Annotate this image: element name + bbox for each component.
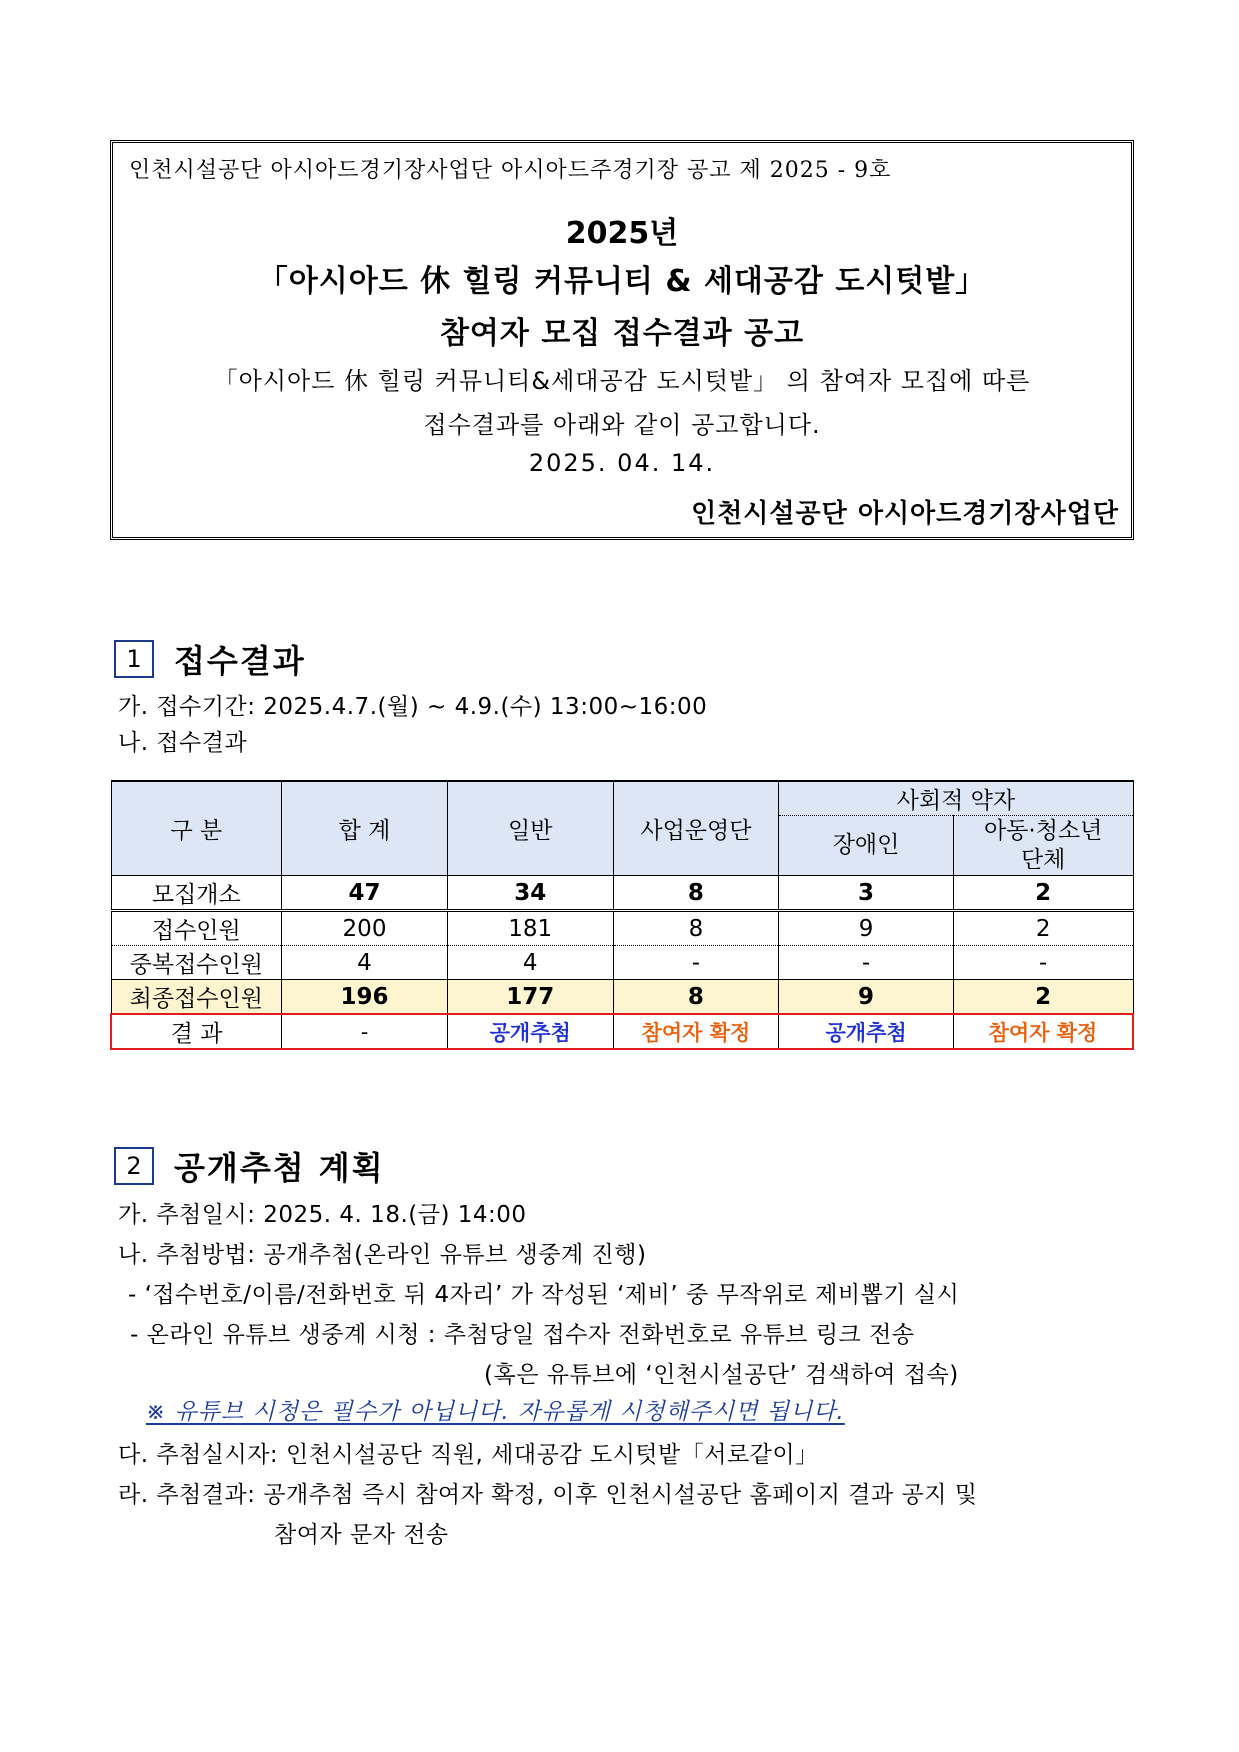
table-row: [111, 911, 1133, 946]
section2-item-d: 라. 추첨결과: 공개추첨 즉시 참여자 확정, 이후 인천시설공단 홈페이지 결과 공지 및: [118, 1482, 978, 1508]
section2-item-b: 나. 추첨방법: 공개추첨(온라인 유튜브 생중계 진행): [118, 1242, 647, 1268]
cell-business: 참여자 확정: [613, 1014, 779, 1049]
cell-disabled: 9: [779, 980, 954, 1015]
header-total: 합 계: [282, 781, 448, 876]
cell-total: 200: [282, 911, 448, 946]
header-disabled: 장애인: [779, 816, 954, 876]
cell-business: -: [613, 946, 779, 980]
table-row: [111, 876, 1133, 911]
row-label: 접수인원: [111, 911, 282, 946]
cell-youth: 참여자 확정: [953, 1014, 1133, 1049]
cell-disabled: 공개추첨: [779, 1014, 954, 1049]
table-header-row: [111, 781, 1133, 816]
cell-total: 47: [282, 876, 448, 911]
cell-general: 34: [447, 876, 613, 911]
cell-business: 8: [613, 911, 779, 946]
section2-sub1: - ‘접수번호/이름/전화번호 뒤 4자리’ 가 작성된 ‘제비’ 중 무작위로 제비뽑기 실시: [128, 1282, 960, 1308]
cell-business: 8: [613, 876, 779, 911]
section2-title: 공개추첨 계획: [174, 1149, 385, 1187]
header-youth: [953, 816, 1133, 876]
section2-item-c: 다. 추첨실시자: 인천시설공단 직원, 세대공감 도시텃밭「서로같이」: [118, 1442, 819, 1468]
cell-youth: 2: [953, 980, 1133, 1015]
notice-box: [110, 140, 1134, 540]
header-vulnerable-group: 사회적 약자: [779, 781, 1133, 816]
notice-issuer: 인천시설공단 아시아드경기장사업단: [691, 499, 1119, 529]
table-row: [111, 980, 1133, 1015]
notice-number: 인천시설공단 아시아드경기장사업단 아시아드주경기장 공고 제 2025 - 9호: [129, 158, 892, 183]
cell-youth: -: [953, 946, 1133, 980]
cell-disabled: -: [779, 946, 954, 980]
header-category: 구 분: [111, 781, 282, 876]
title-program: 「아시아드 休 힐링 커뮤니티 & 세대공감 도시텃밭」: [257, 264, 987, 299]
header-business: 사업운영단: [613, 781, 779, 876]
row-label: 최종접수인원: [111, 980, 282, 1015]
section1-item-a: 가. 접수기간: 2025.4.7.(월) ~ 4.9.(수) 13:00~16:00: [118, 694, 708, 720]
title-main: 참여자 모집 접수결과 공고: [439, 316, 805, 351]
cell-youth: 2: [953, 911, 1133, 946]
row-label: 중복접수인원: [111, 946, 282, 980]
cell-total: 196: [282, 980, 448, 1015]
table-row-result: [111, 1014, 1133, 1049]
section1-item-b: 나. 접수결과: [118, 730, 248, 756]
table-row: [111, 946, 1133, 980]
cell-total: 4: [282, 946, 448, 980]
cell-general: 181: [447, 911, 613, 946]
header-youth-line2: 단체: [1020, 846, 1066, 873]
cell-general: 공개추첨: [447, 1014, 613, 1049]
cell-business: 8: [613, 980, 779, 1015]
section2-item-a: 가. 추첨일시: 2025. 4. 18.(금) 14:00: [118, 1202, 527, 1228]
notice-date: 2025. 04. 14.: [528, 449, 716, 477]
cell-total: -: [282, 1014, 448, 1049]
section2-heading: [114, 1143, 385, 1189]
section1-number: 1: [114, 640, 154, 678]
cell-general: 177: [447, 980, 613, 1015]
section2-item-d-cont: 참여자 문자 전송: [274, 1522, 449, 1548]
results-table: [110, 780, 1134, 1050]
cell-youth: 2: [953, 876, 1133, 911]
youtube-note: ※ 유튜브 시청은 필수가 아닙니다. 자유롭게 시청해주시면 됩니다.: [146, 1399, 845, 1425]
section2-sub2: - 온라인 유튜브 생중계 시청 : 추첨당일 접수자 전화번호로 유튜브 링크 전송: [130, 1322, 915, 1348]
notice-body-line2: 접수결과를 아래와 같이 공고합니다.: [423, 411, 821, 439]
notice-body-line1: 「아시아드 休 힐링 커뮤니티&세대공감 도시텃밭」 의 참여자 모집에 따른: [213, 367, 1031, 395]
row-label: 결 과: [111, 1014, 282, 1049]
section1-title: 접수결과: [174, 642, 306, 680]
section1-heading: [114, 636, 306, 682]
cell-disabled: 9: [779, 911, 954, 946]
section2-sub2-cont: (혹은 유튜브에 ‘인천시설공단’ 검색하여 접속): [484, 1362, 959, 1388]
cell-general: 4: [447, 946, 613, 980]
section2-number: 2: [114, 1147, 154, 1185]
header-general: 일반: [447, 781, 613, 876]
row-label: 모집개소: [111, 876, 282, 911]
cell-disabled: 3: [779, 876, 954, 911]
header-youth-line1: 아동·청소년: [983, 817, 1103, 844]
title-year: 2025년: [565, 216, 679, 251]
